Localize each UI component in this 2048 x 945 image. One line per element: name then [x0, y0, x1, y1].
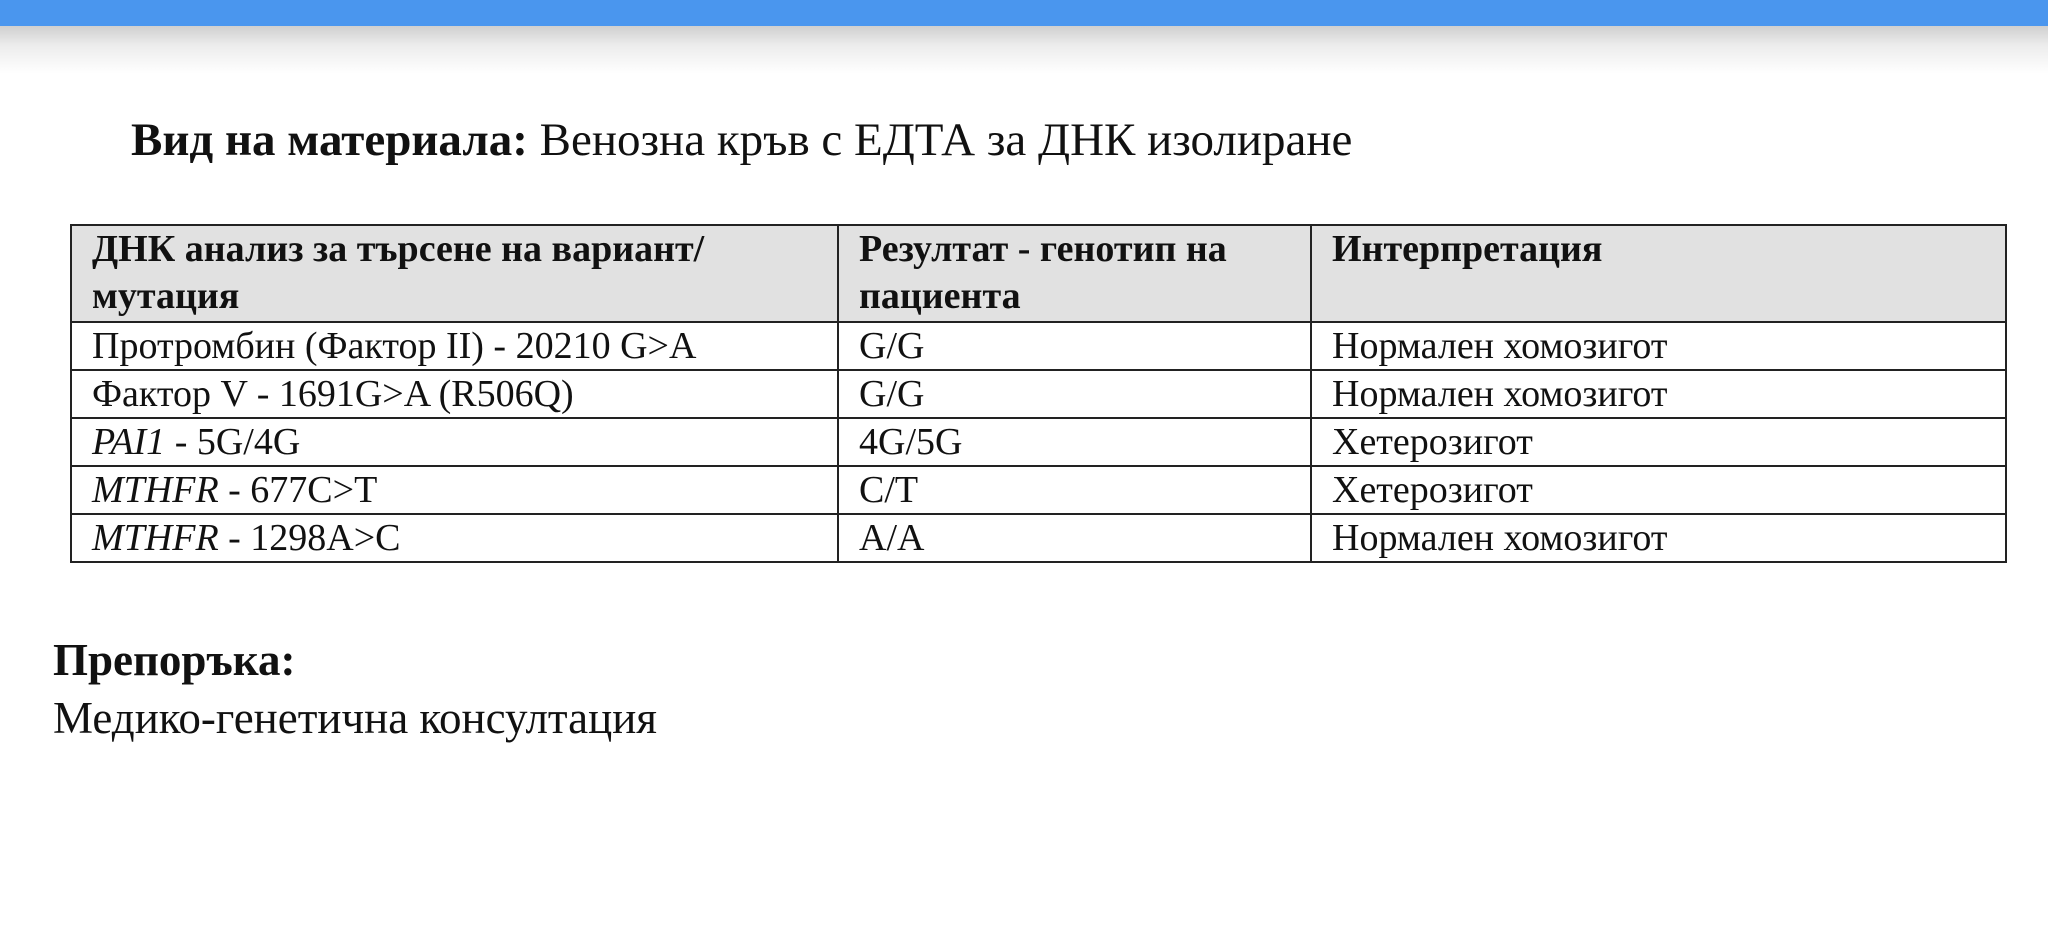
interpretation-cell: Хетерозигот	[1311, 418, 2006, 466]
analysis-cell	[71, 370, 838, 418]
variant-text: - 5G/4G	[165, 421, 301, 463]
analysis-cell	[71, 514, 838, 562]
genotype-cell: G/G	[838, 322, 1311, 370]
interpretation-cell: Нормален хомозигот	[1311, 370, 2006, 418]
gene-name: MTHFR	[92, 469, 219, 511]
interpretation-cell: Нормален хомозигот	[1311, 514, 2006, 562]
gene-name: MTHFR	[92, 517, 219, 559]
recommendation-title: Препоръка:	[53, 635, 296, 685]
table-header-row	[71, 225, 2006, 322]
material-value: Венозна кръв с ЕДТА за ДНК изолиране	[527, 114, 1353, 166]
material-line	[131, 110, 1352, 170]
genotype-cell: G/G	[838, 370, 1311, 418]
table-row	[71, 322, 2006, 370]
genotype-cell: A/A	[838, 514, 1311, 562]
gene-name: PAI1	[92, 421, 166, 463]
top-shadow	[0, 26, 2048, 74]
material-label: Вид на материала:	[131, 114, 528, 166]
analysis-cell	[71, 466, 838, 514]
recommendation-text: Медико-генетична консултация	[53, 693, 657, 743]
genotype-cell: 4G/5G	[838, 418, 1311, 466]
top-accent-bar	[0, 0, 2048, 26]
interpretation-cell: Хетерозигот	[1311, 466, 2006, 514]
column-header-genotype: Резултат - генотип на пациента	[838, 225, 1311, 322]
variant-text: - 1298A>C	[218, 517, 401, 559]
analysis-cell	[71, 418, 838, 466]
genotype-cell: C/T	[838, 466, 1311, 514]
analysis-cell	[71, 322, 838, 370]
variant-text: - 677C>T	[218, 469, 378, 511]
table-row	[71, 466, 2006, 514]
variant-text: Фактор V - 1691G>A (R506Q)	[92, 373, 574, 415]
table-row	[71, 418, 2006, 466]
variant-text: Протромбин (Фактор II) - 20210 G>A	[92, 325, 697, 367]
interpretation-cell: Нормален хомозигот	[1311, 322, 2006, 370]
table-row	[71, 370, 2006, 418]
column-header-interpretation: Интерпретация	[1311, 225, 2006, 322]
table-row	[71, 514, 2006, 562]
results-table	[70, 224, 2007, 563]
column-header-analysis: ДНК анализ за търсене на вариант/мутация	[71, 225, 838, 322]
